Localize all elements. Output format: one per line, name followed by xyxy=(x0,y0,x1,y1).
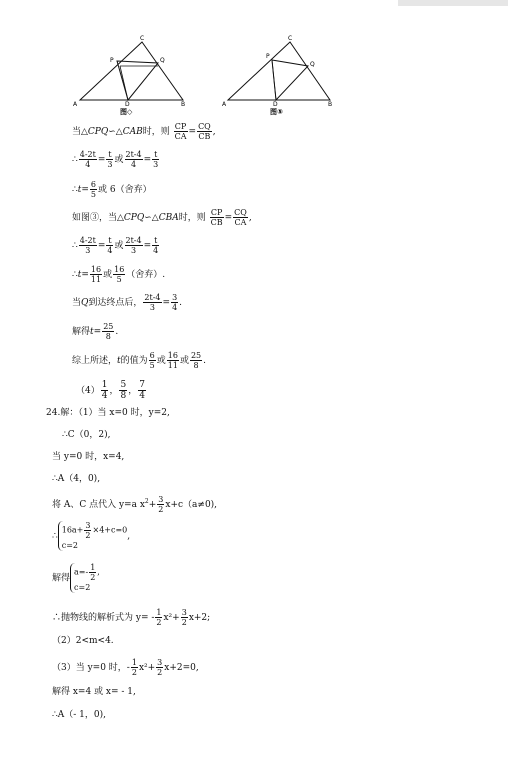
solution-line: 将 A、C 点代入 y=a $x^2+$ $\frac{3}{2}$ x+c（a≠0), xyxy=(52,495,218,514)
fraction: $\frac{6}{5}$ xyxy=(90,180,96,199)
top-shade xyxy=(398,0,508,6)
solution-line: ∴C（0，2), xyxy=(62,430,111,440)
solution-line: 解得t= $\frac{25}{8}$ . xyxy=(72,322,119,341)
text: CAB xyxy=(122,127,143,137)
brace-system: a=- $\frac{1}{2}$ , c=2 xyxy=(70,563,100,593)
fraction: $\frac{6}{5}$ xyxy=(149,351,155,370)
solution-line: （4） $\frac{1}{4}$ ， $\frac{5}{8}$ ， $\frac{7}{4}$ xyxy=(76,380,145,401)
fraction: $\frac{2t-4}{3}$ xyxy=(144,293,161,312)
fraction: $\frac{CQ}{CB}$ xyxy=(198,122,211,141)
fraction: $\frac{25}{8}$ xyxy=(190,351,202,370)
fraction: $\frac{t}{4}$ xyxy=(107,236,113,255)
fraction: $\frac{16}{11}$ xyxy=(90,265,102,284)
fraction: $\frac{25}{8}$ xyxy=(103,322,114,341)
fraction: $\frac{16}{11}$ xyxy=(167,351,178,370)
label-P: P xyxy=(266,53,270,60)
fraction: $\frac{3}{2}$ xyxy=(157,658,163,677)
fraction: $\frac{3}{2}$ xyxy=(158,495,164,514)
solution-line: 24.解：（1）当 x=0 时，y=2, xyxy=(46,408,170,418)
fraction: $\frac{1}{2}$ xyxy=(131,658,137,677)
fraction: $\frac{CP}{CB}$ xyxy=(210,208,223,227)
fraction: $\frac{2t-4}{4}$ xyxy=(125,150,142,169)
fraction: $\frac{t}{3}$ xyxy=(153,150,159,169)
label-Q: Q xyxy=(310,61,315,68)
solution-line: ∴t= $\frac{6}{5}$ 或 6（舍弃） xyxy=(72,180,152,199)
solution-line: ∴ $\frac{4-2t}{4}$ = $\frac{t}{3}$ 或 $\frac{2t-4}{4}$ = $\frac{t}{3}$ xyxy=(72,150,159,169)
top-scroll-strip xyxy=(0,0,508,6)
text: 时，则 xyxy=(142,127,170,137)
solution-line: （2）2<m<4. xyxy=(52,636,114,646)
fraction: $\frac{1}{2}$ xyxy=(90,563,96,582)
label-C: C xyxy=(140,35,145,42)
text: ∽△ xyxy=(108,127,123,137)
label-A: A xyxy=(73,101,78,108)
solution-line: ∴t= $\frac{16}{11}$ 或 $\frac{16}{5}$ （舍弃）. xyxy=(72,265,166,284)
fraction: $\frac{t}{3}$ xyxy=(107,150,113,169)
fraction: $\frac{7}{4}$ xyxy=(139,380,145,401)
fraction: $\frac{16}{5}$ xyxy=(114,265,125,284)
solution-line: ∴A（4，0), xyxy=(52,474,101,484)
fraction: $\frac{5}{8}$ xyxy=(120,380,127,401)
solution-line: 当 y=0 时，x=4, xyxy=(52,452,125,462)
solution-line: 综上所述，t的值为 $\frac{6}{5}$ 或 $\frac{16}{11}$ 或 $\frac{25}{8}$ . xyxy=(72,351,207,370)
equation-system: ∴ 16a+ $\frac{3}{2}$ ×4+c=0 c=2 , xyxy=(52,521,131,550)
fraction: $\frac{CP}{CA}$ xyxy=(174,122,187,141)
solution-line: 如图③，当△CPQ∽△CBA时，则 $\frac{CP}{CB}$ = $\frac{CQ}{CA}$ , xyxy=(72,208,252,227)
label-Q: Q xyxy=(160,57,165,64)
fraction: $\frac{4-2t}{4}$ xyxy=(79,150,96,169)
solution-line: 当Q到达终点后， $\frac{2t-4}{3}$ = $\frac{3}{4}$ . xyxy=(72,293,183,312)
text: CPQ xyxy=(87,127,109,137)
fraction: $\frac{1}{2}$ xyxy=(156,608,162,627)
figure-caption: 图◇ xyxy=(120,108,133,116)
equation-system: 解得 a=- $\frac{1}{2}$ , c=2 xyxy=(52,563,100,592)
label-C: C xyxy=(288,35,293,42)
fraction: $\frac{3}{2}$ xyxy=(181,608,187,627)
label-B: B xyxy=(328,101,333,108)
text: 当△ xyxy=(72,127,88,137)
label-P: P xyxy=(110,57,114,64)
figure-right xyxy=(220,32,350,118)
fraction: $\frac{3}{4}$ xyxy=(172,293,178,312)
solution-line: 解得 x=4 或 x= - 1, xyxy=(52,687,136,697)
label-D: D xyxy=(273,101,278,108)
fraction: $\frac{2t-4}{3}$ xyxy=(125,236,142,255)
solution-line: ∴A（- 1，0), xyxy=(52,710,106,720)
figure-left xyxy=(68,32,198,118)
fraction: $\frac{t}{4}$ xyxy=(153,236,159,255)
fraction: $\frac{3}{2}$ xyxy=(85,521,91,540)
brace-system: 16a+ $\frac{3}{2}$ ×4+c=0 c=2 xyxy=(58,521,128,551)
solution-line: 当△CPQ∽△CAB时，则 $\frac{CP}{CA}$ = $\frac{CQ}{CB}$ , xyxy=(72,122,216,141)
solution-line: ∴抛物线的解析式为 y= - $\frac{1}{2}$ x²+ $\frac{3}{2}$ x+2; xyxy=(52,608,211,627)
solution-line: （3）当 y=0 时，- $\frac{1}{2}$ x²+ $\frac{3}{2}$ x+2=0, xyxy=(52,658,199,677)
label-A: A xyxy=(222,101,227,108)
label-D: D xyxy=(125,101,130,108)
solution-line: ∴ $\frac{4-2t}{3}$ = $\frac{t}{4}$ 或 $\frac{2t-4}{3}$ = $\frac{t}{4}$ xyxy=(72,236,159,255)
fraction: $\frac{1}{4}$ xyxy=(101,380,108,401)
label-B: B xyxy=(181,101,186,108)
fraction: $\frac{CQ}{CA}$ xyxy=(234,208,247,227)
figure-caption: 图⑤ xyxy=(270,108,283,116)
fraction: $\frac{4-2t}{3}$ xyxy=(79,236,96,255)
